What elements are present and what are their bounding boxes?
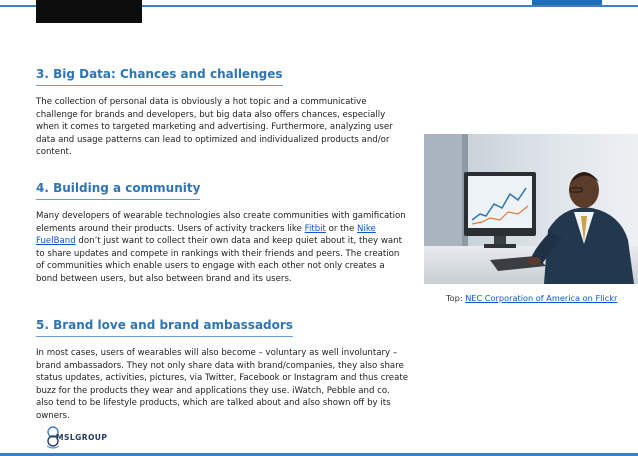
section-community [36,177,408,286]
fitbit-link[interactable]: Fitbit [304,223,326,234]
section-heading: 4. Building a community [36,181,200,200]
body-text: or the [325,223,358,234]
section-body: The collection of personal data is obviously a hot topic and a communicative challenge for brands and developers, but big data also offers chances, especially when it comes to targeted marketing and advertising. Furthermore, analyzing user data and usage patterns can lead to optimized and individualized products and/or content. [36,97,393,158]
nike-fuelband-link[interactable]: Nike FuelBand [36,223,376,247]
section-brand-love [36,314,408,423]
header-block [36,0,142,23]
section-big-data [36,63,408,159]
body-text: Many developers of wearable technologies also create communities with gamification elements around their products. Users of activity trackers like [36,211,406,234]
flickr-credit-link[interactable]: NEC Corporation of America on Flickr [465,293,618,303]
logo-text: MSLGROUP [56,433,108,442]
section-heading: 5. Brand love and brand ambassadors [36,318,293,337]
photo-caption [446,293,617,303]
header-accent [532,0,602,5]
photo-man-at-computer [424,134,638,284]
section-heading: 3. Big Data: Chances and challenges [36,67,283,86]
caption-prefix: Top: [446,293,466,303]
body-text: don’t just want to collect their own data and keep quiet about it, they want to share updates and compete in rankings with their friends and peers. The creation of communities which enable users to engage with each other not only creates a bond between users, but also between brand and its users. [36,236,402,284]
section-body: In most cases, users of wearables will also become – voluntary as well involuntary – brand ambassadors. They not only share data with brand/companies, they also share status updates, activities, pictures, via Twitter, Facebook or Instagram and thus create buzz for the products they wear and applications they use. iWatch, Pebble and co. also tend to be lifestyle products, which are talked about and also shown off by its owners. [36,348,408,421]
section-body [36,210,408,286]
